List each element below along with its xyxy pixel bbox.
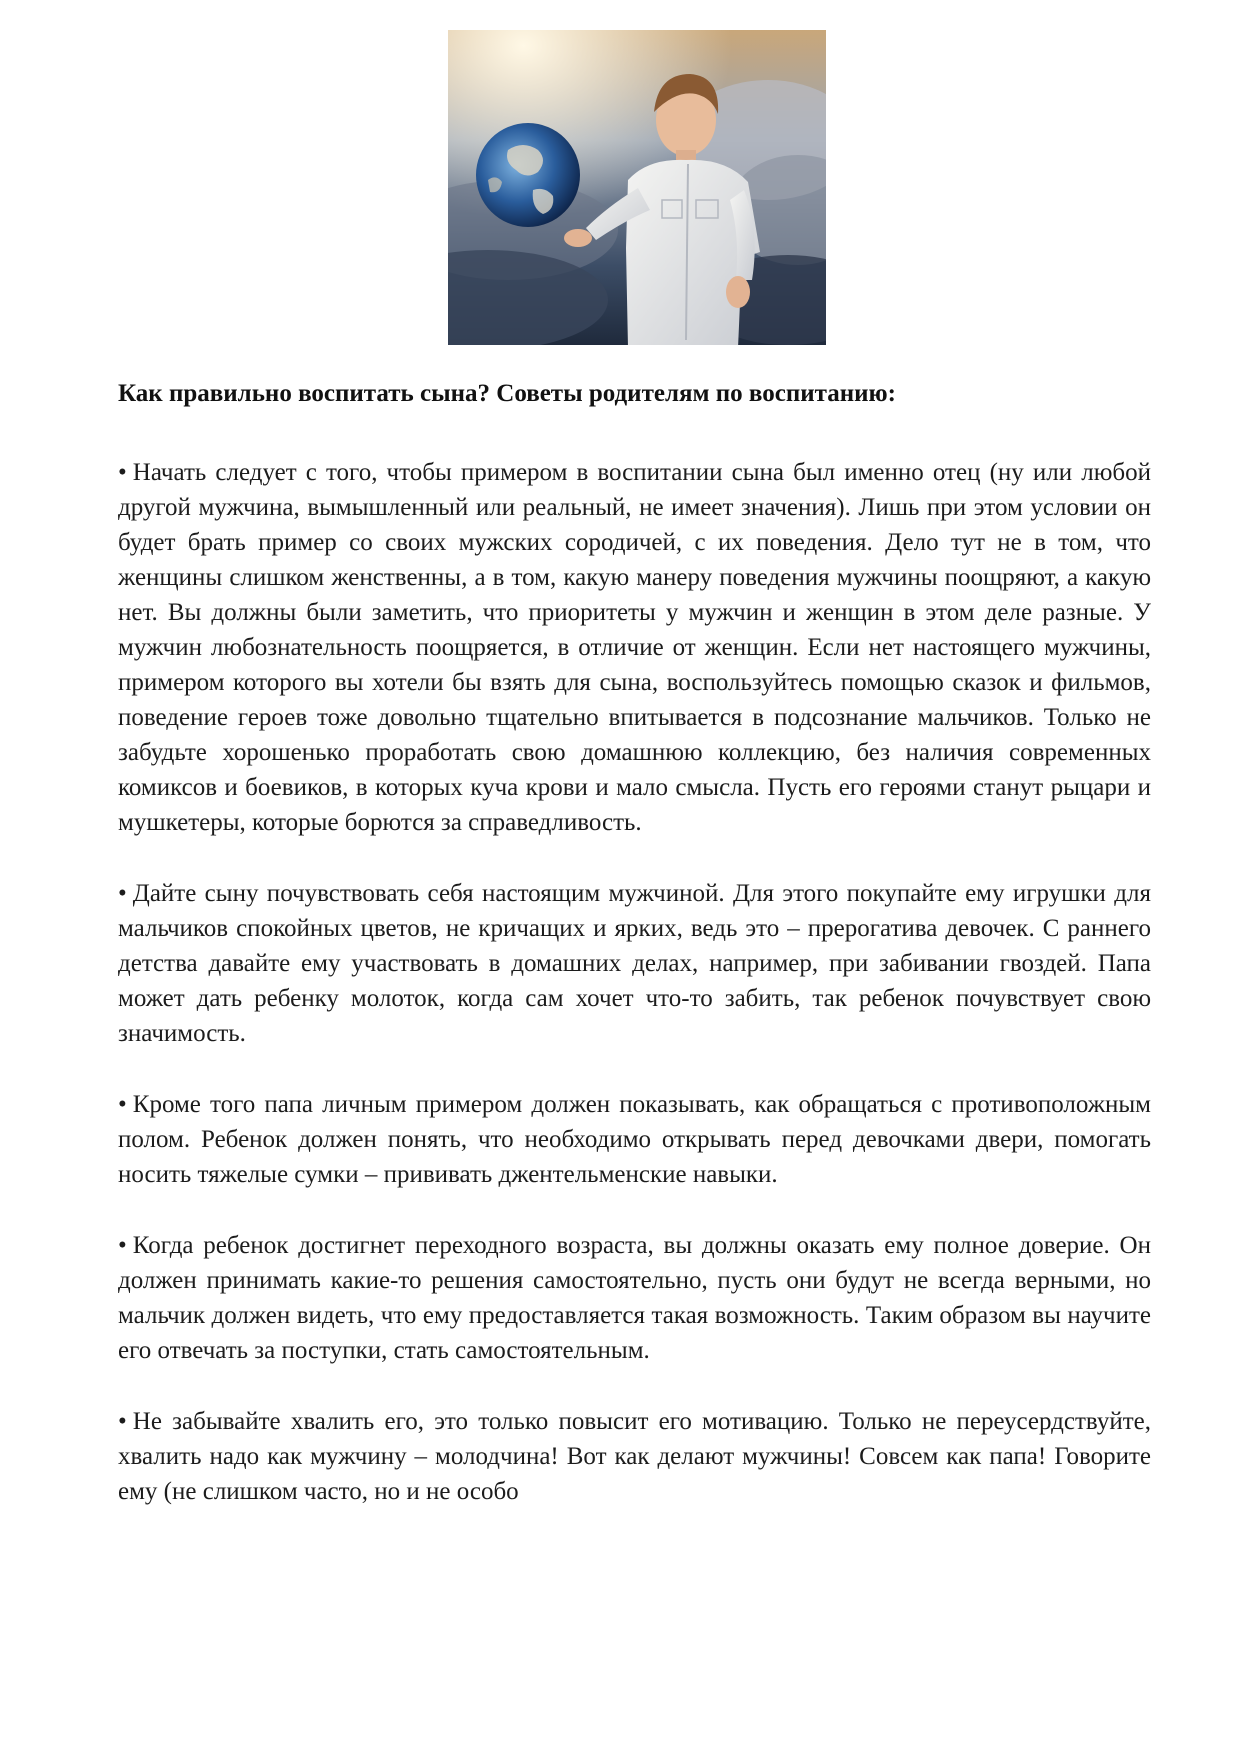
paragraph xyxy=(118,876,1151,1051)
bullet-marker: • xyxy=(118,1232,127,1259)
paragraph xyxy=(118,1228,1151,1368)
paragraph-text: Когда ребенок достигнет переходного возраста, вы должны оказать ему полное доверие. Он должен принимать какие-то решения самостоятельно, пусть они будут не всегда верными, но мальчик должен видеть, что ему предоставляется такая возможность. Таким образом вы научите его отвечать за поступки, стать самостоятельным. xyxy=(118,1232,1151,1364)
article-title: Как правильно воспитать сына? Советы родителям по воспитанию: xyxy=(118,380,896,407)
paragraph xyxy=(118,1087,1151,1192)
paragraph-text: Начать следует с того, чтобы примером в воспитании сына был именно отец (ну или любой другой мужчина, вымышленный или реальный, не имеет значения). Лишь при этом условии он будет брать пример со своих мужских сородичей, с их поведения. Дело тут не в том, что женщины слишком женственны, а в том, какую манеру поведения мужчины поощряют, а какую нет. Вы должны были заметить, что приоритеты у мужчин и женщин в этом деле разные. У мужчин любознательность поощряется, в отличие от женщин. Если нет настоящего мужчины, примером которого вы хотели бы взять для сына, воспользуйтесь помощью сказок и фильмов, поведение героев тоже довольно тщательно впитывается в подсознание мальчиков. Только не забудьте хорошенько проработать свою домашнюю коллекцию, без наличия современных комиксов и боевиков, в которых куча крови и мало смысла. Пусть его героями станут рыцари и мушкетеры, которые борются за справедливость. xyxy=(118,459,1151,836)
bullet-marker: • xyxy=(118,1091,127,1118)
article xyxy=(118,376,1151,1545)
boy-holding-globe-image xyxy=(448,30,826,345)
bullet-marker: • xyxy=(118,880,127,907)
boy-holding-globe-icon xyxy=(448,30,826,345)
paragraph xyxy=(118,455,1151,840)
paragraph-text: Кроме того папа личным примером должен показывать, как обращаться с противоположным полом. Ребенок должен понять, что необходимо открывать перед девочками двери, помогать носить тяжелые сумки – прививать джентельменские навыки. xyxy=(118,1091,1151,1188)
paragraph-text: Не забывайте хвалить его, это только повысит его мотивацию. Только не переусердствуйте, хвалить надо как мужчину – молодчина! Вот как делают мужчины! Совсем как папа! Говорите ему (не слишком часто, но и не особо xyxy=(118,1408,1151,1505)
bullet-marker: • xyxy=(118,459,127,486)
paragraph xyxy=(118,1404,1151,1509)
paragraph-text: Дайте сыну почувствовать себя настоящим мужчиной. Для этого покупайте ему игрушки для мальчиков спокойных цветов, не кричащих и ярких, ведь это – прерогатива девочек. С раннего детства давайте ему участвовать в домашних делах, например, при забивании гвоздей. Папа может дать ребенку молоток, когда сам хочет что-то забить, так ребенок почувствует свою значимость. xyxy=(118,880,1151,1047)
bullet-marker: • xyxy=(118,1408,127,1435)
